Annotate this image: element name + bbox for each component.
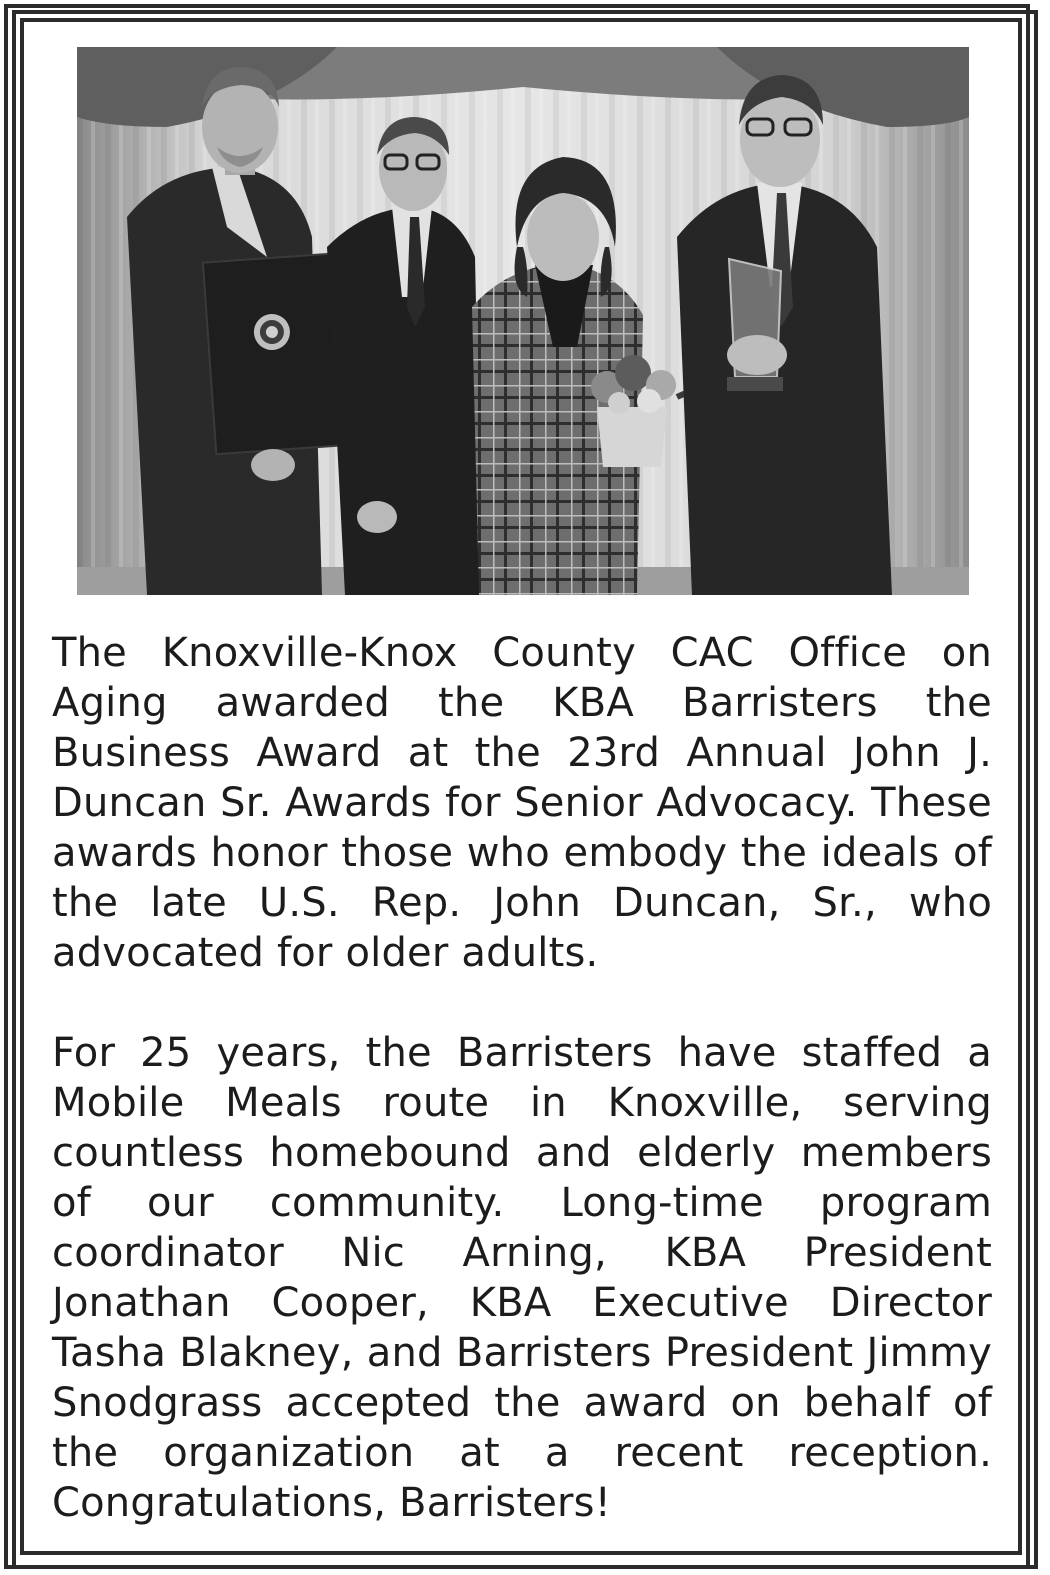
article-body (52, 628, 992, 1528)
award-photo-illustration (77, 47, 969, 595)
award-photo (77, 47, 969, 595)
article-paragraph-1: The Knoxville-Knox County CAC Office on Aging awarded the KBA Barristers the Business Award at the 23rd Annual John J. Duncan Sr. Awards for Senior Advocacy. These awards honor those who embody the ideals of the late U.S. Rep. John Duncan, Sr., who advocated for older adults. (52, 630, 992, 976)
article-paragraph-2: For 25 years, the Barristers have staffed a Mobile Meals route in Knoxville, serving countless homebound and elderly members of our community. Long-time program coordinator Nic Arning, KBA President Jonathan Cooper, KBA Executive Director Tasha Blakney, and Barristers President Jimmy Snodgrass accepted the award on behalf of the organization at a recent reception. Congratulations, Barristers! (52, 1030, 992, 1526)
